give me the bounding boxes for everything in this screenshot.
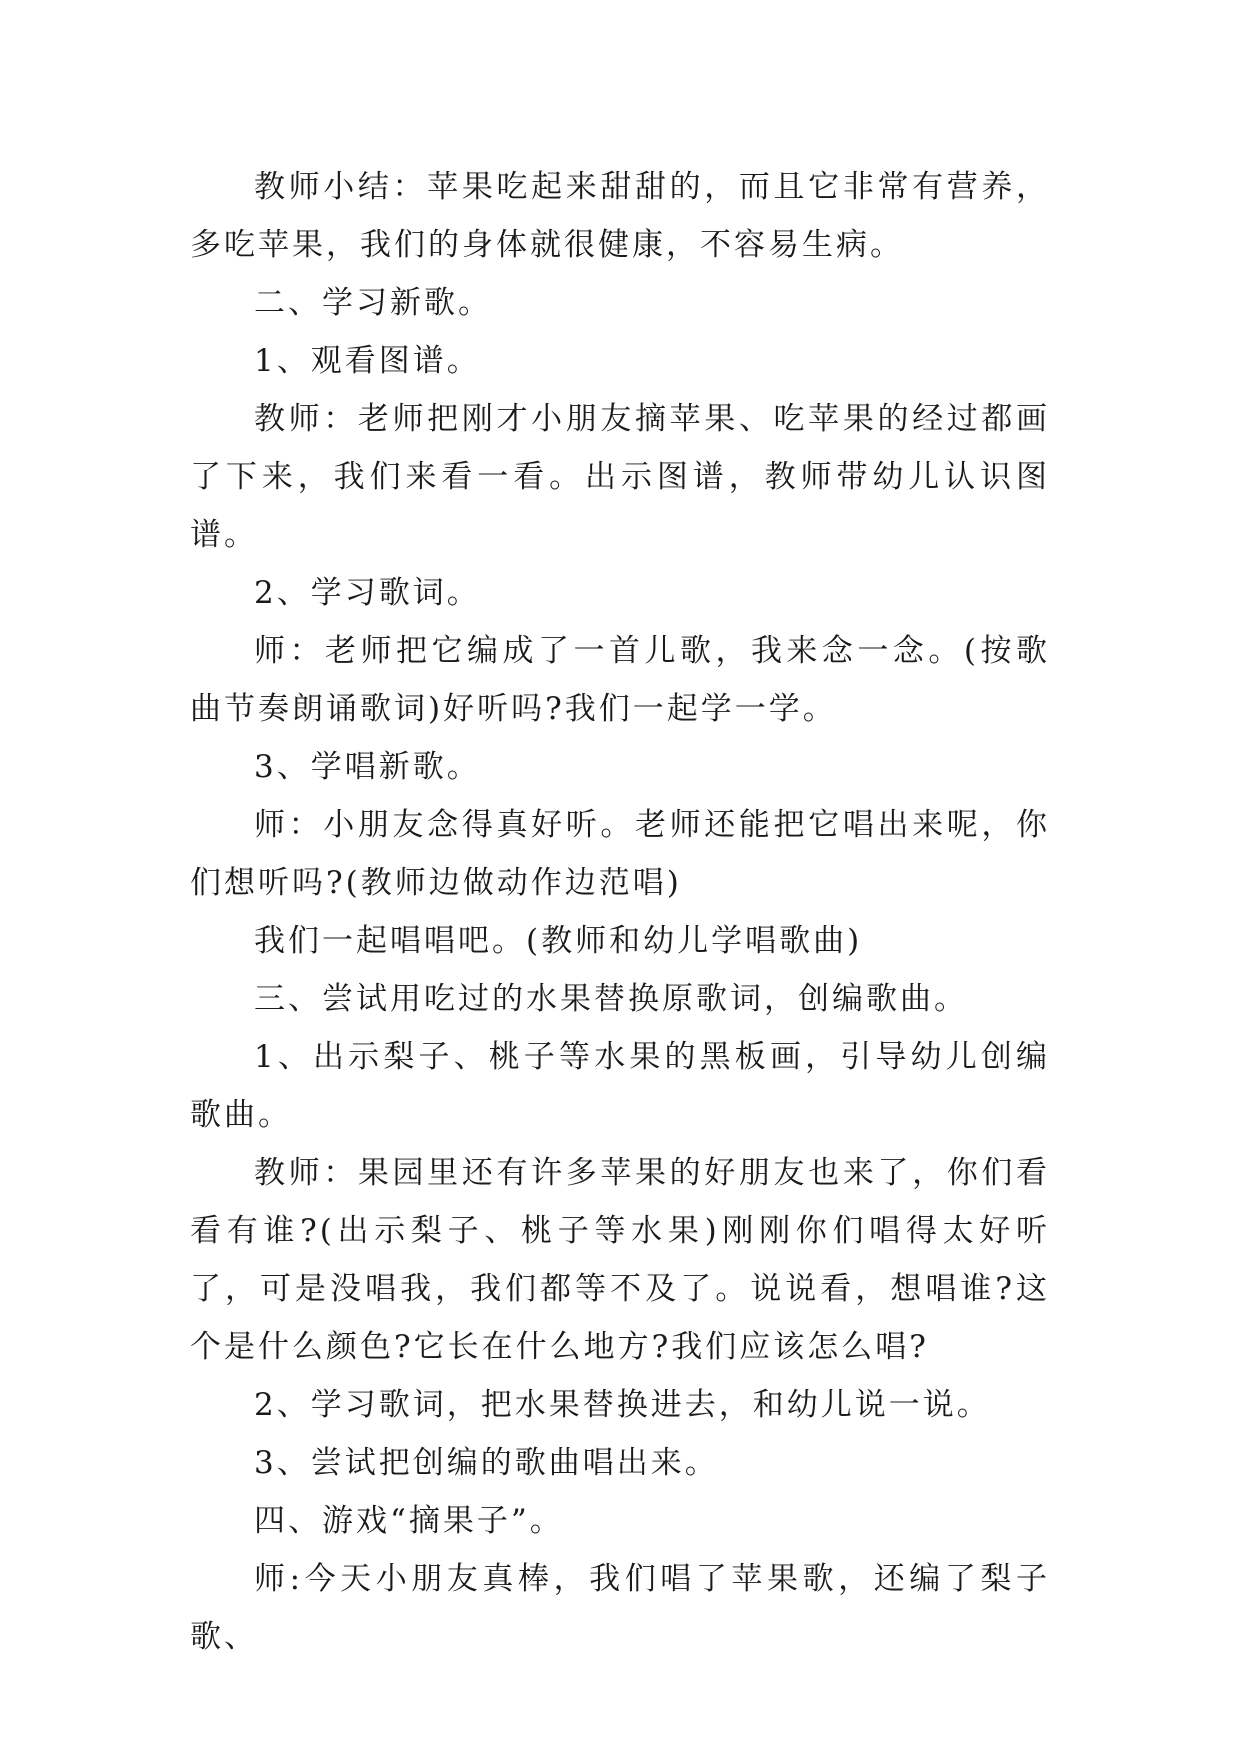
step-sing-created-song: 3、尝试把创编的歌曲唱出来。 bbox=[254, 1445, 719, 1481]
paragraph-teacher-praise: 师:今天小朋友真棒，我们唱了苹果歌，还编了梨子歌、 bbox=[190, 1561, 1050, 1655]
document-page bbox=[190, 158, 1050, 1666]
step-learn-singing: 3、学唱新歌。 bbox=[254, 749, 481, 785]
step-replace-fruit: 2、学习歌词，把水果替换进去，和幼儿说一说。 bbox=[254, 1387, 991, 1423]
step-view-chart: 1、观看图谱。 bbox=[254, 343, 481, 379]
heading-learn-new-song: 二、学习新歌。 bbox=[254, 285, 492, 321]
paragraph-teacher-orchard: 教师：果园里还有许多苹果的好朋友也来了，你们看看有谁?(出示梨子、桃子等水果)刚刚你们唱得太好听了，可是没唱我，我们都等不及了。说说看，想唱谁?这个是什么颜色?它长在什么地方?我们应该怎么唱? bbox=[190, 1155, 1050, 1365]
heading-replace-lyrics: 三、尝试用吃过的水果替换原歌词，创编歌曲。 bbox=[254, 981, 968, 1017]
paragraph-teacher-chart: 教师：老师把刚才小朋友摘苹果、吃苹果的经过都画了下来，我们来看一看。出示图谱，教师带幼儿认识图谱。 bbox=[190, 401, 1050, 553]
paragraph-teacher-sing: 师：小朋友念得真好听。老师还能把它唱出来呢，你们想听吗?(教师边做动作边范唱) bbox=[190, 807, 1050, 901]
paragraph-teacher-recite: 师：老师把它编成了一首儿歌，我来念一念。(按歌曲节奏朗诵歌词)好听吗?我们一起学一学。 bbox=[190, 633, 1050, 727]
paragraph-sing-together: 我们一起唱唱吧。(教师和幼儿学唱歌曲) bbox=[254, 923, 863, 959]
heading-game: 四、游戏“摘果子”。 bbox=[254, 1503, 564, 1539]
step-show-fruit-drawing: 1、出示梨子、桃子等水果的黑板画，引导幼儿创编歌曲。 bbox=[190, 1039, 1050, 1133]
paragraph-teacher-summary: 教师小结：苹果吃起来甜甜的，而且它非常有营养，多吃苹果，我们的身体就很健康，不容易生病。 bbox=[190, 169, 1050, 263]
step-learn-lyrics: 2、学习歌词。 bbox=[254, 575, 481, 611]
